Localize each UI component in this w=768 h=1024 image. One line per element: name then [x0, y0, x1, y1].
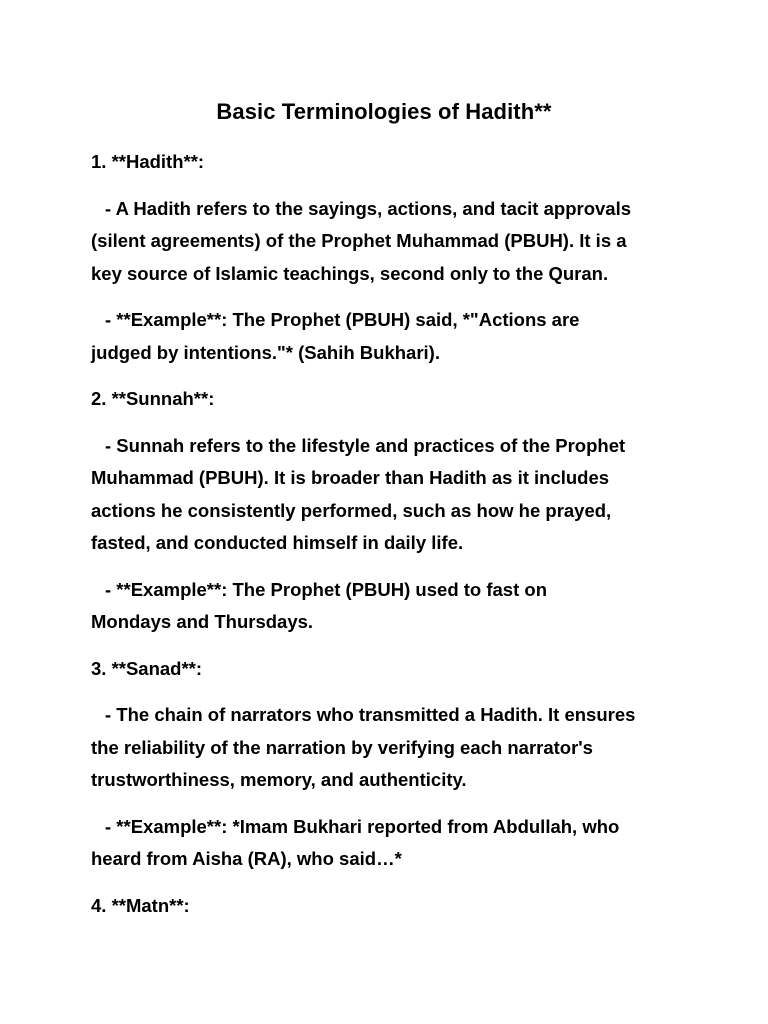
text-line: trustworthiness, memory, and authenticity. — [91, 769, 467, 790]
text-line: key source of Islamic teachings, second only to the Quran. — [91, 262, 609, 284]
text-line: - Sunnah refers to the lifestyle and practices of the Prophet — [105, 434, 626, 456]
hadith-heading — [91, 146, 691, 179]
matn-heading — [91, 890, 691, 923]
document-body — [91, 146, 691, 936]
hadith-example — [91, 304, 691, 369]
text-line: fasted, and conducted himself in daily life. — [91, 532, 464, 553]
text-line: actions he consistently performed, such as how he prayed, — [91, 499, 612, 521]
document-title: Basic Terminologies of Hadith** — [216, 99, 552, 124]
heading-line: 2. **Sunnah**: — [91, 388, 215, 409]
sanad-example — [91, 811, 691, 876]
text-line: Mondays and Thursdays. — [91, 611, 314, 632]
text-line: - **Example**: *Imam Bukhari reported from Abdullah, who — [105, 815, 620, 837]
hadith-definition — [91, 193, 691, 291]
text-line: - **Example**: The Prophet (PBUH) said, *"Actions are — [105, 309, 580, 330]
sunnah-example — [91, 574, 691, 639]
text-line: - A Hadith refers to the sayings, actions, and tacit approvals — [105, 197, 632, 219]
text-line: heard from Aisha (RA), who said…* — [91, 848, 402, 869]
text-line: the reliability of the narration by verifying each narrator's — [91, 736, 593, 758]
heading-line: 3. **Sanad**: — [91, 657, 203, 679]
sanad-definition — [91, 699, 691, 797]
sunnah-definition — [91, 430, 691, 560]
heading-line: 1. **Hadith**: — [91, 151, 205, 172]
sanad-heading — [91, 653, 691, 686]
text-line: - The chain of narrators who transmitted a Hadith. It ensures — [105, 704, 636, 725]
text-line: judged by intentions."* (Sahih Bukhari). — [91, 341, 440, 363]
heading-line: 4. **Matn**: — [91, 894, 190, 916]
text-line: Muhammad (PBUH). It is broader than Hadith as it includes — [91, 467, 610, 488]
text-line: (silent agreements) of the Prophet Muhammad (PBUH). It is a — [91, 230, 627, 251]
text-line: - **Example**: The Prophet (PBUH) used to fast on — [105, 578, 547, 600]
sunnah-heading — [91, 383, 691, 416]
